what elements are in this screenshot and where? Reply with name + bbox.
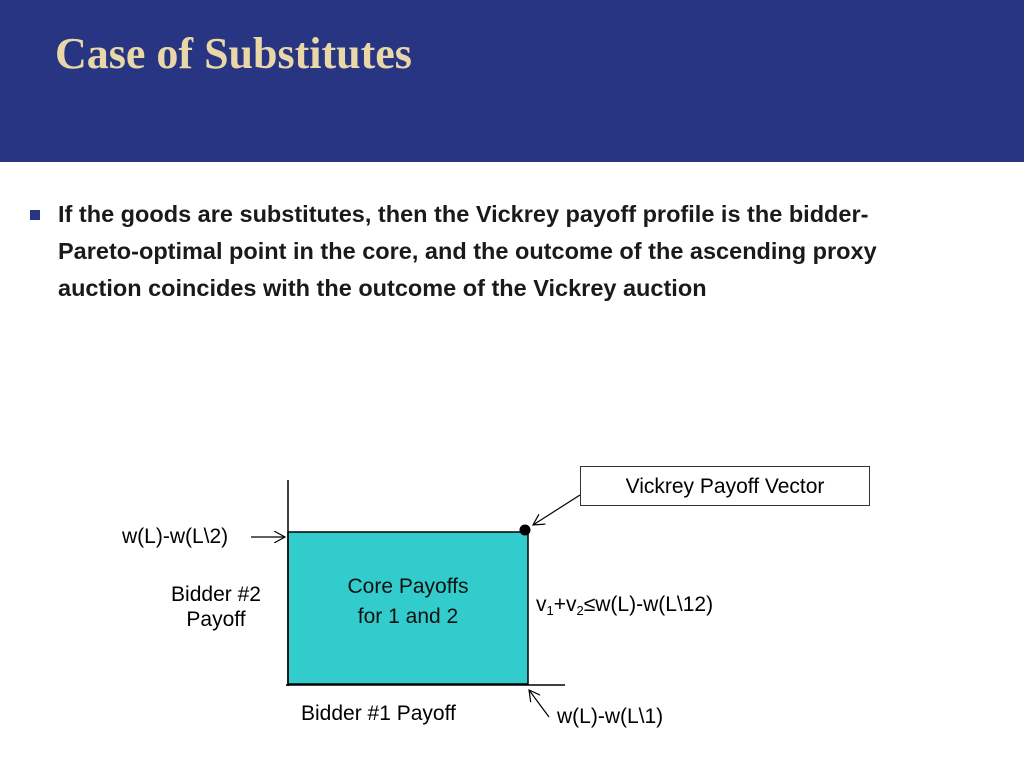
core-label-line1: Core Payoffs [347,575,469,598]
x-tick-label: w(L)-w(L\1) [557,705,664,728]
slide-title: Case of Substitutes [55,29,412,78]
y-axis-title-line1: Bidder #2 [171,583,261,606]
constraint-label: $v_1+v_2\le w(L)-w(L\backslash 12)$ [536,593,714,618]
core-label-line2: for 1 and 2 [357,605,459,628]
x-axis-title: Bidder #1 Payoff [301,702,456,725]
x-tick-arrow [529,690,549,717]
core-region-label [290,572,526,632]
callout-label: Vickrey Payoff Vector [625,474,825,498]
vickrey-callout [580,466,870,506]
y-tick-label: w(L)-w(L\2) [122,525,229,548]
callout-arrow [533,495,580,525]
bullet-text: If the goods are substitutes, then the Vickrey payoff profile is the bidder-Pareto-optimal point in the core, and the outcome of the ascending proxy auction coincides with the outcome of the Vickrey auction [58,201,877,301]
y-axis-title-line2: Payoff [186,608,246,631]
y-axis-title [160,582,272,632]
vickrey-point [520,525,531,536]
